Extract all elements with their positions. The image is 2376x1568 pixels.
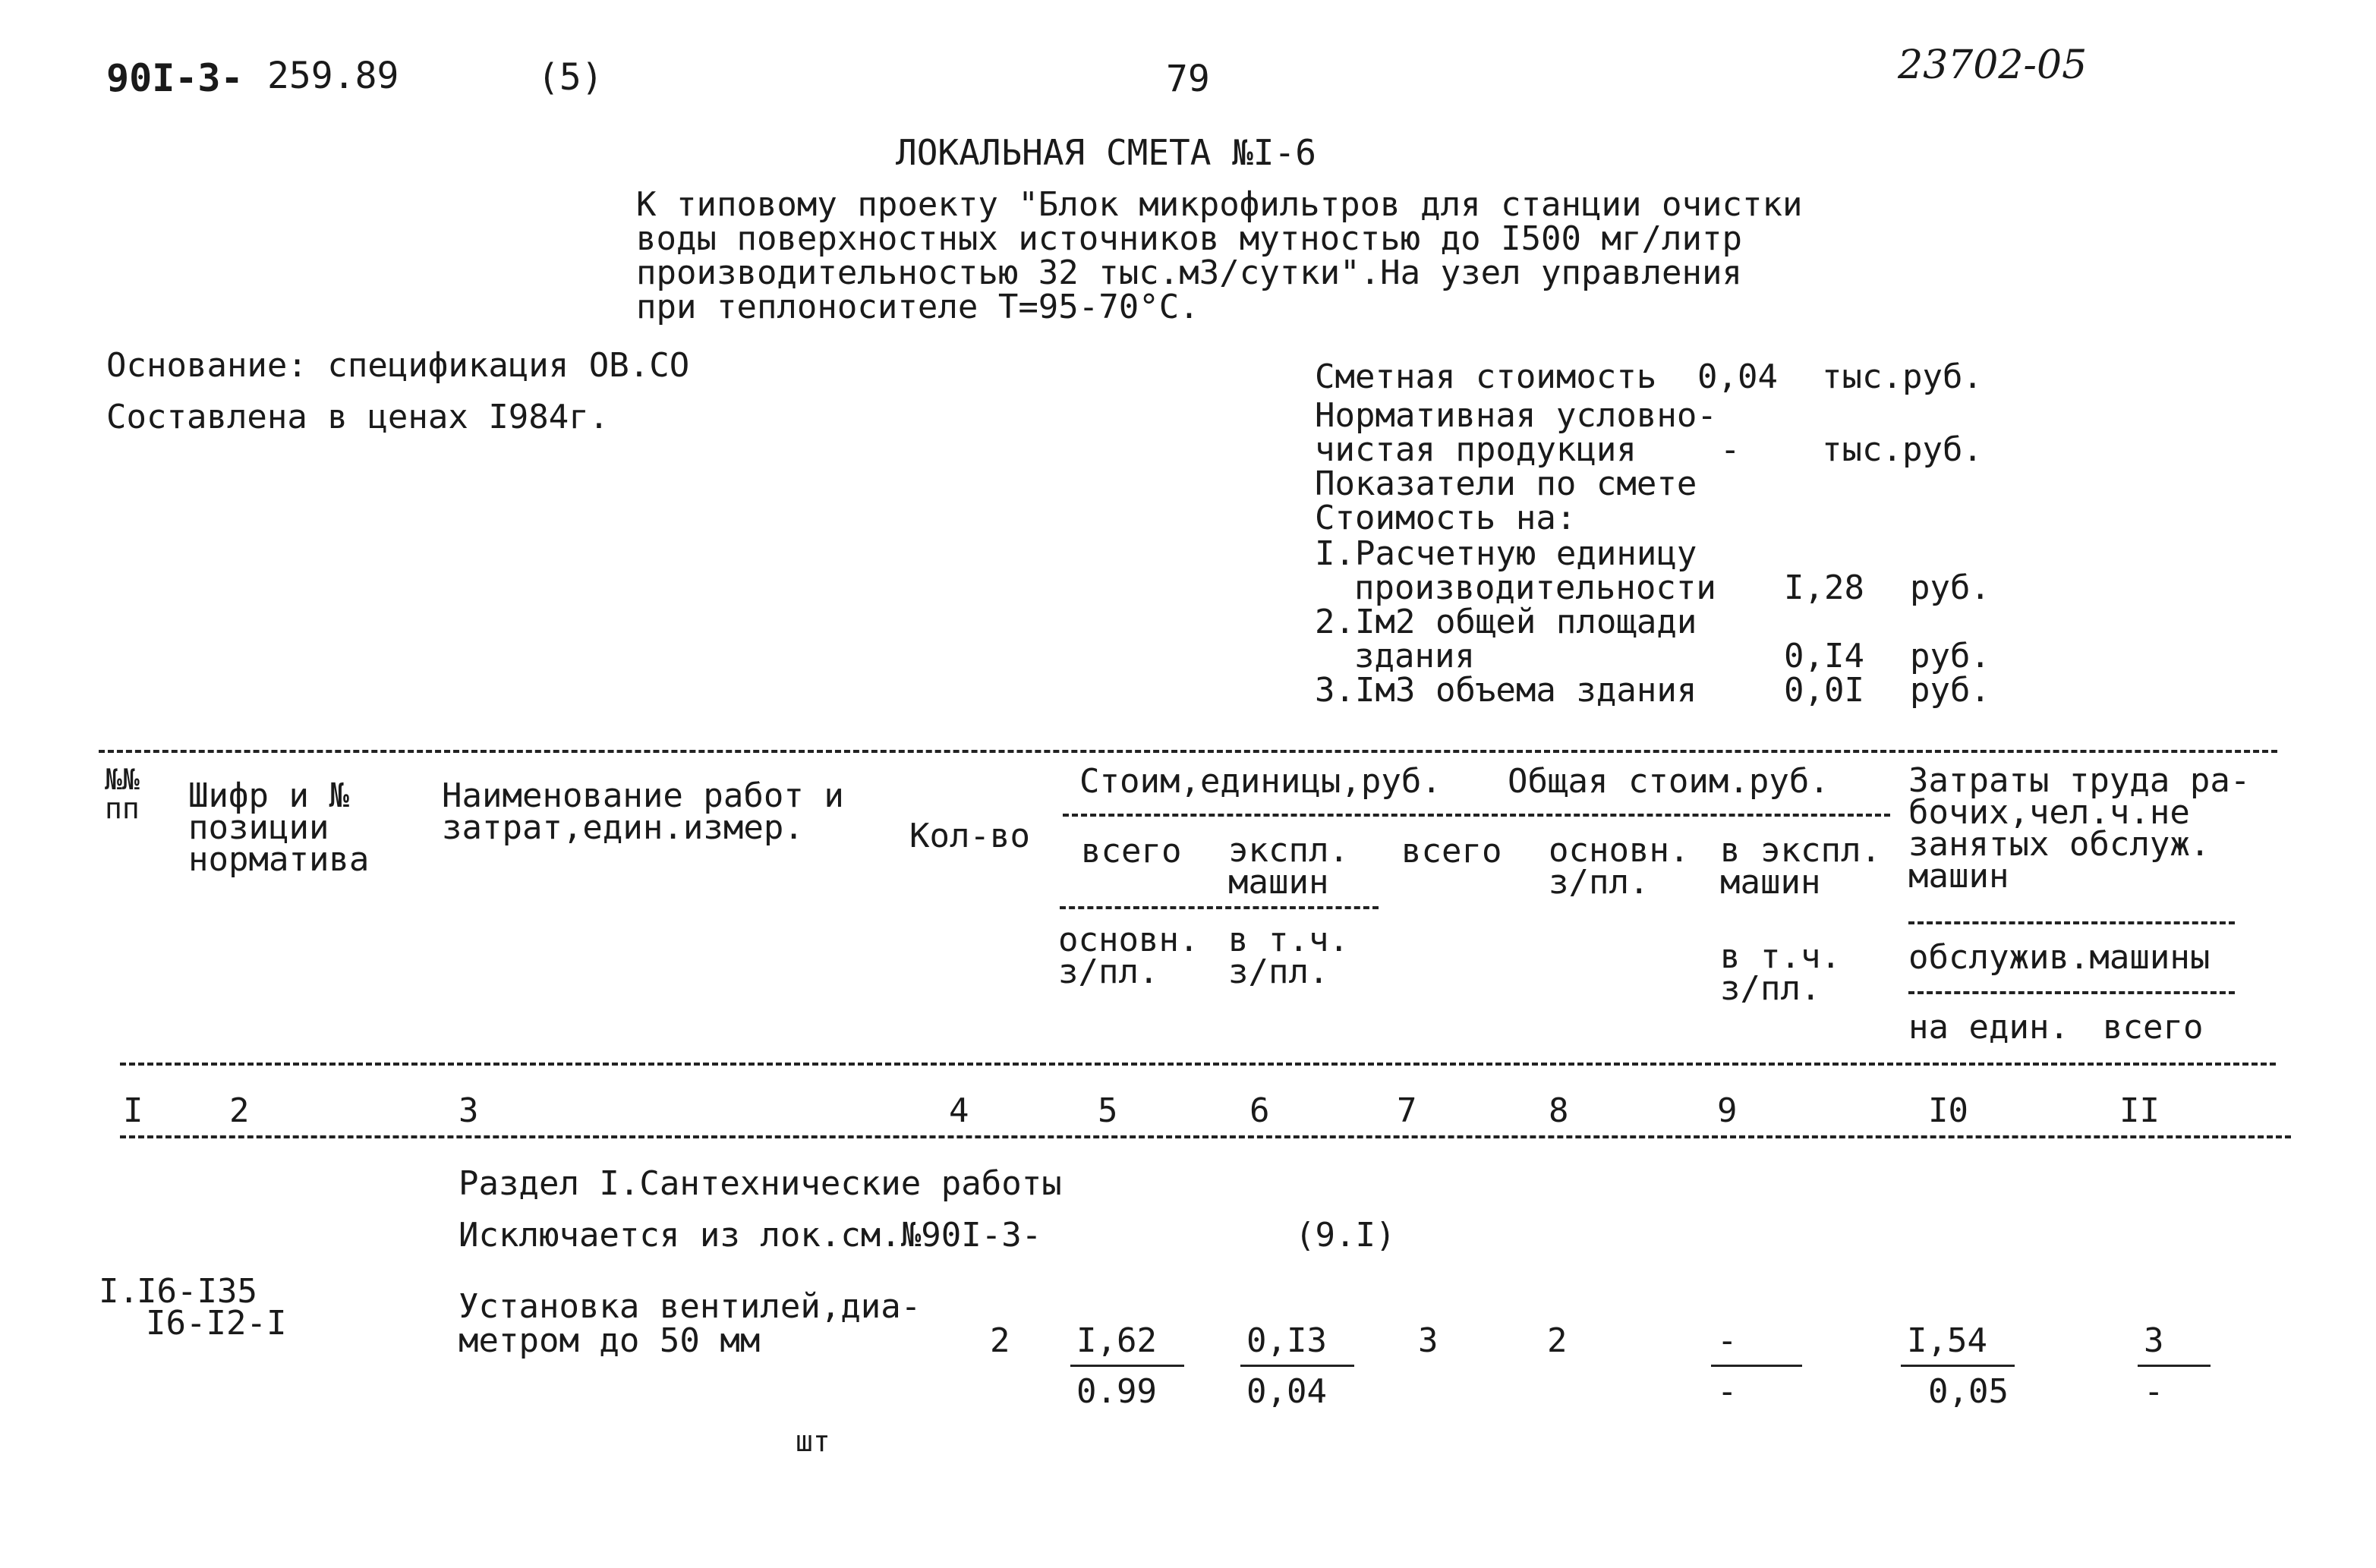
col-header-name: Наименование работ и затрат,един.измер. <box>442 776 844 847</box>
table-top-rule <box>99 750 2277 753</box>
col-header-labor-total: всего <box>2103 1008 2204 1047</box>
project-description-line: К типовому проекту "Блок микрофильтров для станции очистки <box>636 185 1803 224</box>
column-number: 4 <box>949 1091 969 1130</box>
row-code: I6-I35 <box>137 1272 257 1311</box>
column-number: 7 <box>1397 1091 1417 1130</box>
row-total-incl-wage: - <box>1717 1372 1738 1411</box>
normative-product-value: - <box>1720 430 1741 469</box>
indicator-1-unit: руб. <box>1910 568 1990 607</box>
normative-product-unit: тыс.руб. <box>1822 430 1983 469</box>
header-bottom-rule <box>120 1063 2276 1066</box>
column-number: I0 <box>1928 1091 1968 1130</box>
column-number: 2 <box>229 1091 250 1130</box>
basis-specification: Основание: спецификация ОВ.СО <box>106 346 690 385</box>
indicator-2-label: здания <box>1354 637 1475 675</box>
col-header-unit-incl-wage: в т.ч. з/пл. <box>1228 921 1349 991</box>
handwritten-number: 23702-05 <box>1898 43 2088 88</box>
estimate-cost-value: 0,04 <box>1697 357 1778 396</box>
column-number: I <box>123 1091 143 1130</box>
project-code: 90I-3- <box>106 56 244 100</box>
col-header-code: Шифр и № позиции норматива <box>188 776 370 879</box>
fraction-bar <box>1901 1365 2015 1367</box>
col-header-unit-base-wage: основн. з/пл. <box>1058 921 1199 991</box>
col-header-total-base-wage: основн. з/пл. <box>1549 831 1690 902</box>
fraction-bar <box>1070 1365 1184 1367</box>
header-subrule <box>1063 814 1890 817</box>
row-labor-service-total: - <box>2144 1372 2164 1411</box>
row-quantity: 2 <box>990 1321 1010 1360</box>
indicator-1-label: производительности <box>1354 568 1716 607</box>
estimate-heading: ЛОКАЛЬНАЯ СМЕТА №I-6 <box>896 132 1316 173</box>
column-number: II <box>2119 1091 2160 1130</box>
row-unit-base-wage: 0.99 <box>1076 1372 1157 1411</box>
col-header-total-machine: в экспл. машин <box>1720 831 1881 902</box>
indicator-3-value: 0,0I <box>1784 671 1864 710</box>
series-number: 259.89 <box>267 55 399 97</box>
indicator-3-label: 3.Iм3 объема здания <box>1315 671 1697 710</box>
column-number-rule <box>120 1135 2291 1138</box>
estimate-cost-label: Сметная стоимость <box>1315 357 1657 396</box>
indicator-1-value: I,28 <box>1784 568 1864 607</box>
col-header-quantity: Кол-во <box>909 817 1030 855</box>
col-header-labor: Затраты труда ра- бочих,чел.ч.не занятых обслуж. машин <box>1908 761 2251 896</box>
col-header-unit-total: всего <box>1081 832 1182 871</box>
column-number: 3 <box>458 1091 479 1130</box>
col-header-labor-service: обслужив.машины <box>1908 938 2211 977</box>
row-unit-cost-total: I,62 <box>1076 1321 1157 1360</box>
col-header-labor-per-unit: на един. <box>1908 1008 2069 1047</box>
row-labor-total: 3 <box>2144 1321 2164 1360</box>
indicator-2-label: 2.Iм2 общей площади <box>1315 603 1697 641</box>
row-code: I6-I2-I <box>146 1304 287 1343</box>
col-header-unit-cost: Стоим,единицы,руб. <box>1079 762 1442 801</box>
project-description-line: воды поверхностных источников мутностью до I500 мг/литр <box>636 219 1742 258</box>
indicator-2-unit: руб. <box>1910 637 1990 675</box>
column-number: 8 <box>1549 1091 1569 1130</box>
row-labor-per-unit: I,54 <box>1907 1321 1987 1360</box>
header-subrule <box>1060 906 1379 909</box>
estimate-cost-unit: тыс.руб. <box>1822 357 1983 396</box>
sheet-number: (5) <box>537 56 603 99</box>
indicators-label: Показатели по смете <box>1315 464 1697 503</box>
row-total-cost: 3 <box>1418 1321 1439 1360</box>
row-total-base-wage: 2 <box>1547 1321 1568 1360</box>
col-header-number: №№ пп <box>105 763 140 825</box>
column-number: 5 <box>1098 1091 1118 1130</box>
normative-product-label: Нормативная условно- <box>1315 396 1717 435</box>
fraction-bar <box>1240 1365 1354 1367</box>
row-total-machine: - <box>1717 1321 1738 1360</box>
row-labor-service-per-unit: 0,05 <box>1928 1372 2009 1411</box>
row-unit-incl-wage: 0,04 <box>1246 1372 1327 1411</box>
normative-product-label: чистая продукция <box>1315 430 1637 469</box>
row-name: метром до 50 мм <box>458 1321 761 1360</box>
section-title: Раздел I.Сантехнические работы <box>458 1164 1062 1203</box>
col-header-total-cost: Общая стоим.руб. <box>1508 762 1829 801</box>
page-number: 79 <box>1166 58 1210 100</box>
section-excluded-note: Исключается из лок.см.№90I-3- <box>458 1216 1042 1255</box>
project-description-line: производительностью 32 тыс.м3/сутки".На узел управления <box>636 253 1742 292</box>
cost-on-label: Стоимость на: <box>1315 499 1577 537</box>
indicator-1-label: I.Расчетную единицу <box>1315 534 1697 573</box>
col-header-unit-machine: экспл. машин <box>1228 831 1349 902</box>
indicator-3-unit: руб. <box>1910 671 1990 710</box>
col-header-total: всего <box>1401 832 1502 871</box>
fraction-bar <box>1711 1365 1802 1367</box>
indicator-2-value: 0,I4 <box>1784 637 1864 675</box>
row-name: Установка вентилей,диа- <box>458 1287 922 1326</box>
col-header-total-incl-wage: в т.ч. з/пл. <box>1720 937 1841 1008</box>
section-excluded-ref: (9.I) <box>1295 1216 1396 1255</box>
row-unit-cost-machine: 0,I3 <box>1246 1321 1327 1360</box>
header-subrule <box>1908 921 2235 924</box>
row-unit: шт <box>796 1425 830 1458</box>
project-description-line: при теплоносителе Т=95-70°С. <box>636 288 1199 326</box>
header-subrule <box>1908 991 2235 994</box>
column-number: 6 <box>1249 1091 1270 1130</box>
column-number: 9 <box>1717 1091 1738 1130</box>
price-basis: Составлена в ценах I984г. <box>106 398 610 436</box>
row-number: I. <box>99 1272 139 1311</box>
fraction-bar <box>2138 1365 2211 1367</box>
